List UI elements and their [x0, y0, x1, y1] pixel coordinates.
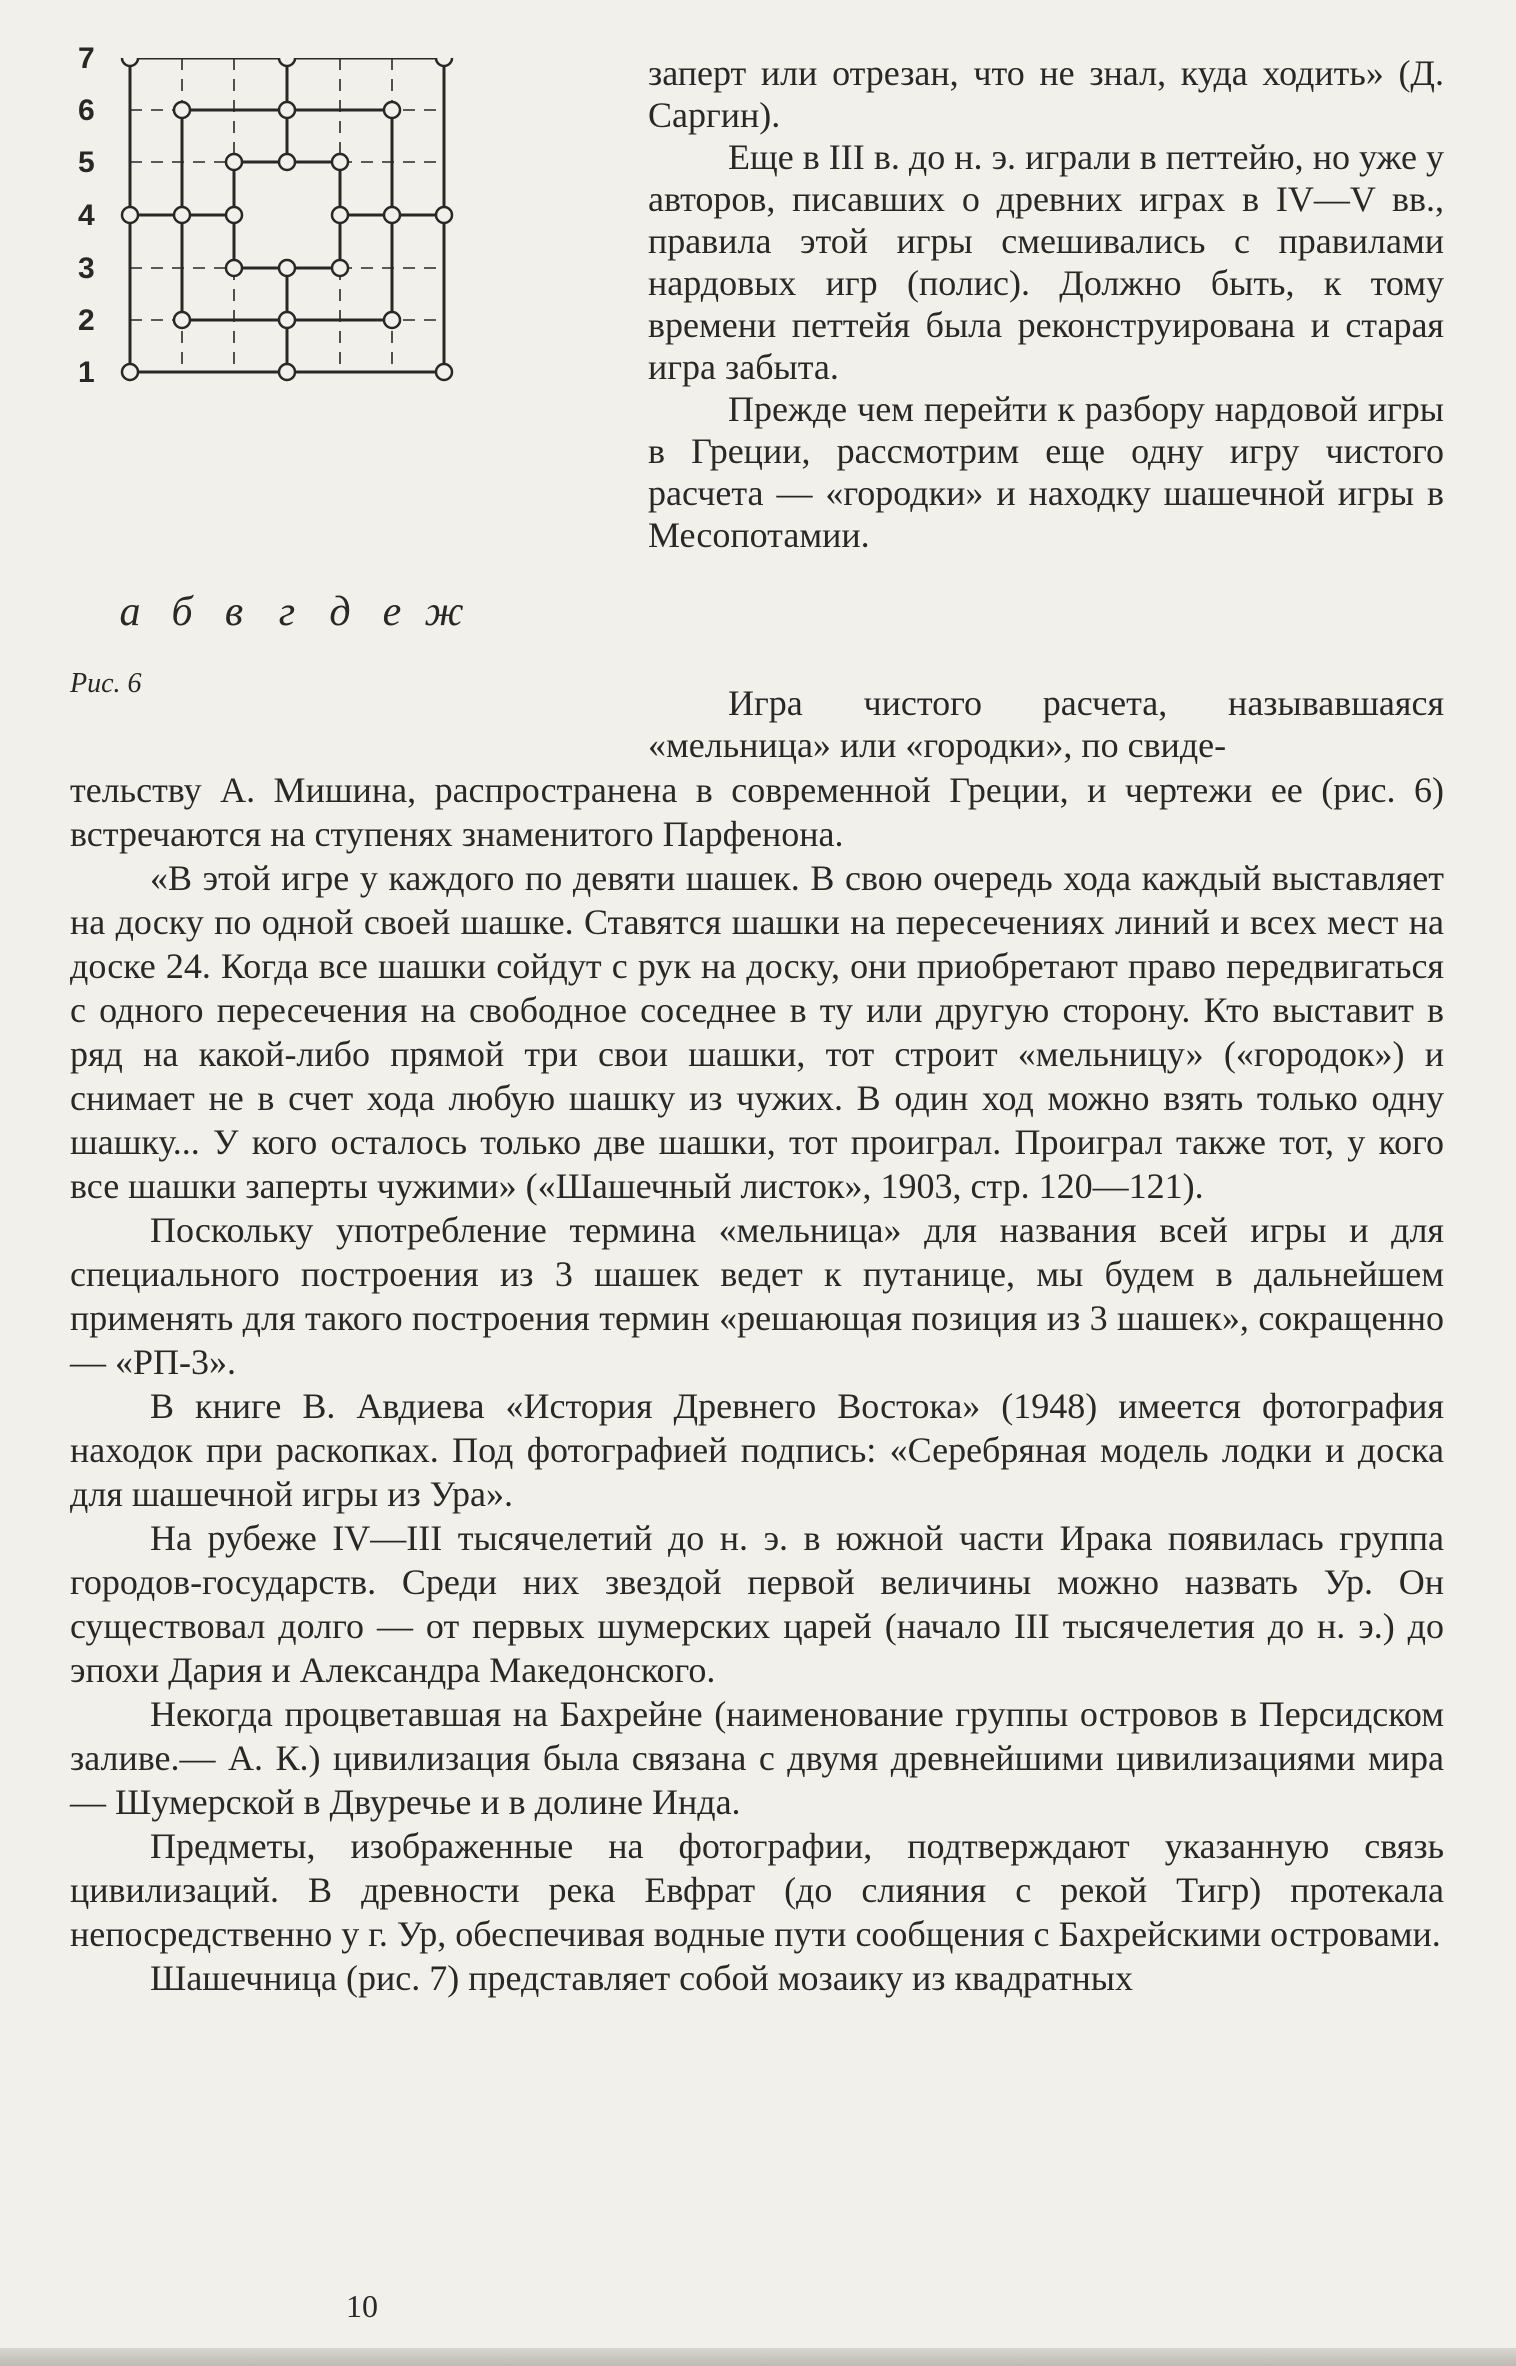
file-label-zh: ж [424, 589, 464, 635]
side-paragraph-1: заперт или отрезан, что не знал, куда ходить» (Д. Саргин). [648, 53, 1444, 135]
main-text-column [70, 768, 1444, 2000]
side-paragraph-2: Еще в III в. до н. э. играли в петтейю, но уже у авторов, писавших о древних играх в IV—V вв., правила этой игры смешивались с правилами нардовых игр (полис). Должно быть, к тому времени петтейя была реконструирована и старая игра забыта. [648, 137, 1444, 387]
rank-label-7: 7 [78, 42, 95, 75]
inner-square [234, 162, 340, 268]
rank-label-2: 2 [78, 304, 95, 337]
file-label-v: в [224, 589, 244, 635]
paragraph-10: Предметы, изображенные на фотографии, подтверждают указанную связь цивилизаций. В древности река Евфрат (до слияния с рекой Тигр) протекала непосредственно у г. Ур, обеспечивая водные пути сообщения с Бахрейскими островами. [70, 1826, 1444, 1954]
rank-label-5: 5 [78, 146, 95, 179]
file-label-g: г [278, 589, 296, 635]
rank-label-4: 4 [78, 199, 95, 232]
file-label-b: б [171, 589, 193, 635]
side-paragraph-3: Прежде чем перейти к разбору нардовой игры в Греции, рассмотрим еще одну игру чистого расчета — «городки» и находку шашечной игры в Месопотамии. [648, 389, 1444, 555]
figure-caption: Рис. 6 [70, 668, 142, 699]
paragraph-5-quote: «В этой игре у каждого по девяти шашек. В свою очередь хода каждый выставляет на доску по одной своей шашке. Ставятся шашки на пересечениях линий и всех мест на доске 24. Когда все шашки сойдут с рук на доску, они приобретают право передвигаться с одного пересечения на свободное соседнее в ту или другую сторону. Кто выставит в ряд на какой-либо прямой три свои шашки, тот строит «мельницу» («городок») и снимает не в счет хода любую шашку из чужих. В один ход можно взять только одну шашку... У кого осталось только две шашки, тот проиграл. Проиграл также тот, у кого все шашки заперты чужими» («Шашечный листок», 1903, стр. 120—121). [70, 858, 1444, 1206]
paragraph-7: В книге В. Авдиева «История Древнего Востока» (1948) имеется фотография находок при раскопках. Под фотографией подпись: «Серебряная модель лодки и доска для шашечной игры из Ура». [70, 1386, 1444, 1514]
page-number: 10 [346, 2288, 378, 2324]
mill-board-svg [60, 58, 630, 658]
side-text-column [648, 52, 1444, 556]
paragraph-9: Некогда процветавшая на Бахрейне (наименование группы островов в Персидском заливе.— А. К.) цивилизация была связана с двумя древнейшими цивилизациями мира — Шумерской в Двуречье и в долине Инда. [70, 1694, 1444, 1822]
rank-label-6: 6 [78, 94, 95, 127]
figure-board-diagram [60, 42, 630, 718]
file-label-d: д [329, 589, 351, 635]
paragraph-8: На рубеже IV—III тысячелетий до н. э. в южной части Ирака появилась группа городов-государств. Среди них звездой первой величины можно назвать Ур. Он существовал долго — от первых шумерских царей (начало III тысячелетия до н. э.) до эпохи Дария и Александра Македонского. [70, 1518, 1444, 1690]
paragraph-4-end: тельству А. Мишина, распространена в современной Греции, и чертежи ее (рис. 6) встречаются на ступенях знаменитого Парфенона. [70, 770, 1444, 854]
paragraph-6: Поскольку употребление термина «мельница» для названия всей игры и для специального построения из 3 шашек ведет к путанице, мы будем в дальнейшем применять для такого построения термин «решающая позиция из 3 шашек», сокращенно — «РП-3». [70, 1210, 1444, 1382]
page-bottom-edge [0, 2348, 1516, 2366]
rank-label-1: 1 [78, 356, 95, 389]
paragraph-11: Шашечница (рис. 7) представляет собой мозаику из квадратных [150, 1958, 1133, 1998]
file-label-a: а [119, 589, 141, 635]
rank-label-3: 3 [78, 252, 95, 285]
side-paragraph-4-start: Игра чистого расчета, называвшаяся «мельница» или «городки», по свиде- [648, 683, 1444, 765]
file-label-e: е [382, 589, 402, 635]
